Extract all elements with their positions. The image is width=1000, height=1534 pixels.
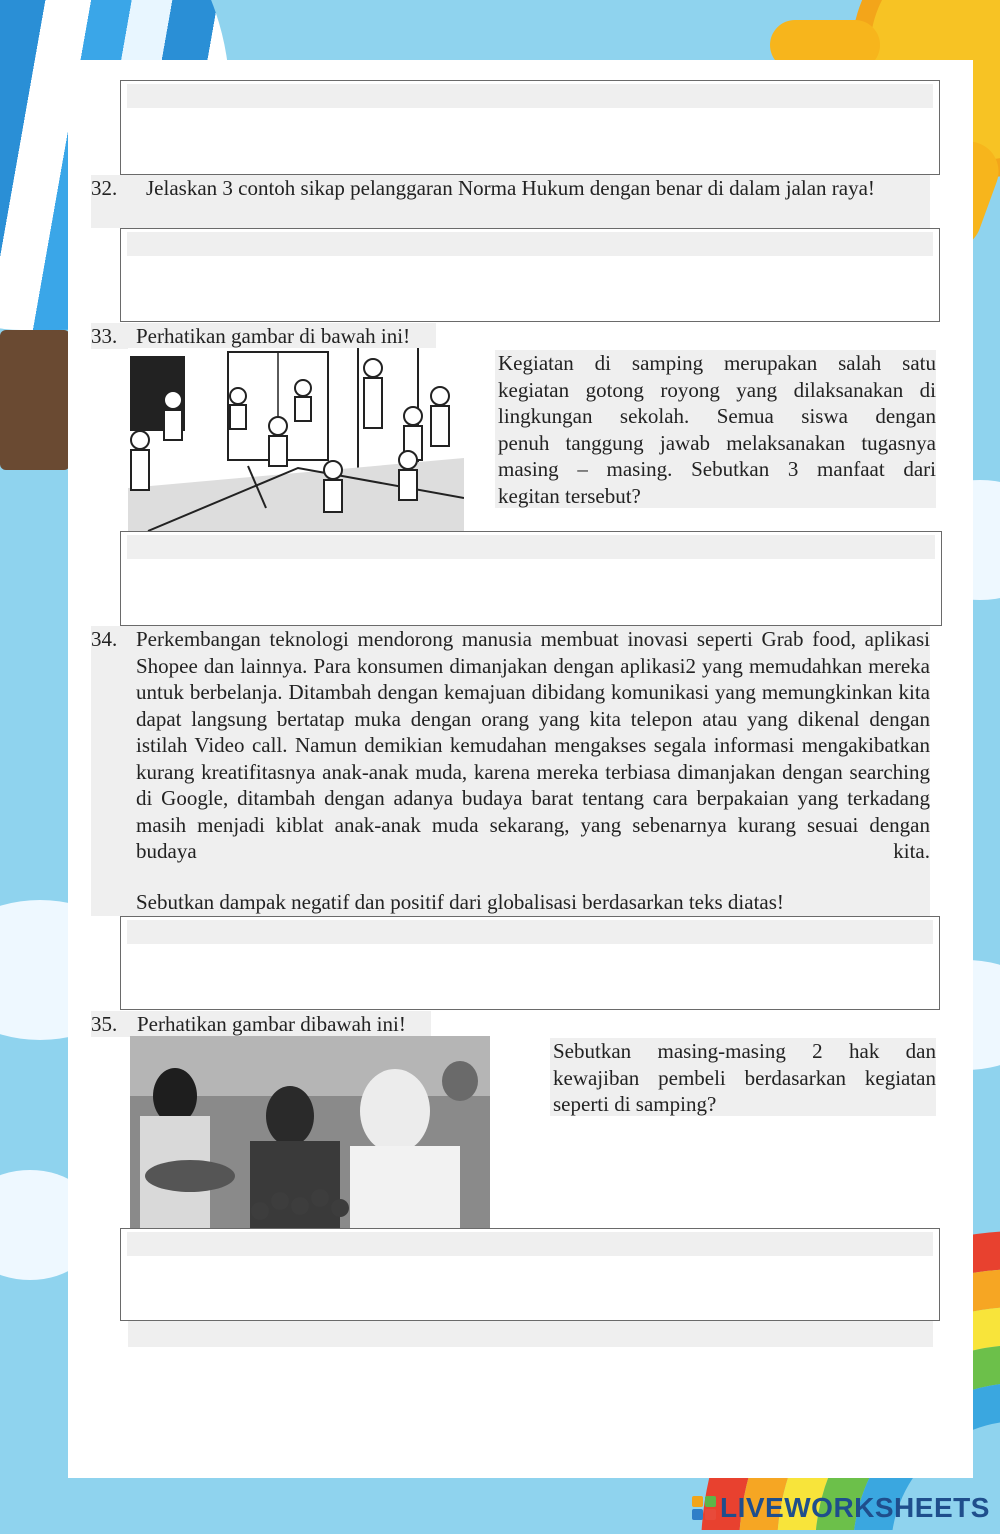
liveworksheets-logo-icon xyxy=(692,1496,716,1520)
question-prompt: Sebutkan dampak negatif dan positif dari globalisasi berdasarkan teks diatas! xyxy=(136,890,784,914)
gotong-royong-illustration xyxy=(128,348,464,531)
question-text: Perhatikan gambar dibawah ini! xyxy=(137,1012,406,1036)
question-34 xyxy=(91,626,930,916)
question-text: Jelaskan 3 contoh sikap pelanggaran Norma Hukum dengan benar di dalam jalan raya! xyxy=(146,176,875,200)
balloon-basket-decoration xyxy=(0,330,70,470)
question-text: Perhatikan gambar di bawah ini! xyxy=(136,324,411,348)
question-number: 34. xyxy=(91,627,118,651)
question-number: 32. xyxy=(91,176,118,200)
answer-box-31[interactable] xyxy=(120,80,940,175)
question-33 xyxy=(91,323,436,349)
question-33-side-text: Kegiatan di samping merupakan salah satu kegiatan gotong royong yang dilaksanakan di lingkungan sekolah. Semua siswa dengan penuh tanggung jawab melaksanakan tugasnya masing – masing. Sebutkan 3 manfaat dari kegitan tersebut? xyxy=(495,350,936,508)
question-32 xyxy=(91,175,930,228)
answer-box-34[interactable] xyxy=(120,916,940,1010)
question-text: Perkembangan teknologi mendorong manusia membuat inovasi seperti Grab food, aplikasi Shopee dan lainnya. Para konsumen dimanjakan dengan aplikasi2 yang memudahkan mereka untuk berbelanja. Ditambah dengan kemajuan dibidang komunikasi yang memungkinkan kita dapat langsung bertatap muka dengan orang yang kita telepon atau yang dikenal dengan istilah Video call. Namun demikian kemudahan mengakses segala informasi mengakibatkan kurang kreatifitasnya anak-anak muda, karena mereka terbiasa dimanjakan dengan searching di Google, ditambah dengan adanya budaya barat tentang cara berpakaian yang terkadang masih menjadi kiblat anak-anak muda sekarang, yang sebenarnya kurang sesuai dengan budaya kita. xyxy=(136,627,930,863)
question-35-side-text: Sebutkan masing-masing 2 hak dan kewajiban pembeli berdasarkan kegiatan seperti di samping? xyxy=(550,1038,936,1116)
answer-box-33[interactable] xyxy=(120,531,942,626)
market-shoppers-photo xyxy=(130,1036,490,1228)
answer-box-32[interactable] xyxy=(120,228,940,322)
trailing-answer-strip xyxy=(128,1321,933,1347)
liveworksheets-logo[interactable] xyxy=(692,1492,990,1524)
question-number: 35. xyxy=(91,1012,118,1036)
question-35 xyxy=(91,1011,431,1037)
answer-box-35[interactable] xyxy=(120,1228,940,1321)
question-number: 33. xyxy=(91,324,118,348)
brand-name: LIVEWORKSHEETS xyxy=(720,1492,990,1523)
classroom-cleaning-drawing xyxy=(128,348,464,531)
market-photo xyxy=(130,1036,490,1228)
